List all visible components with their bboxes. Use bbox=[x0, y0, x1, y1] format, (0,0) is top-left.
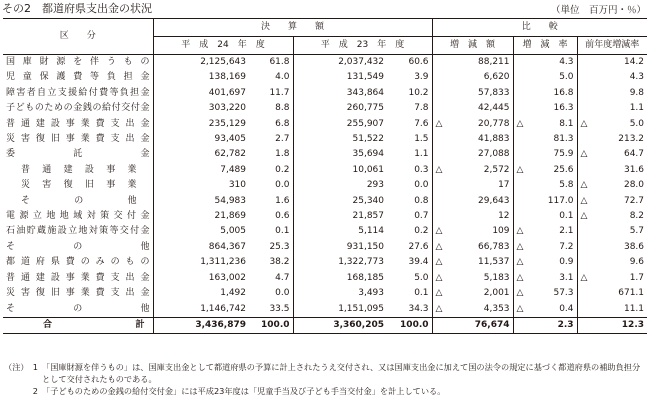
total-p24: 100.0 bbox=[249, 317, 293, 333]
change-rate-value: 8.1 bbox=[559, 118, 574, 129]
value-fy24: 303,220 bbox=[153, 101, 249, 116]
share-fy24: 11.7 bbox=[269, 87, 290, 98]
change-rate bbox=[513, 240, 577, 255]
table-row bbox=[3, 178, 647, 193]
change-amount bbox=[432, 132, 513, 147]
change-rate bbox=[513, 194, 577, 209]
share-fy23: 7.6 bbox=[414, 118, 429, 129]
change-rate bbox=[513, 209, 577, 224]
change-amount-value: 12 bbox=[498, 211, 510, 222]
change-amount bbox=[432, 147, 513, 162]
prev-change-rate bbox=[577, 117, 647, 132]
prev-change-rate-value: 4.3 bbox=[629, 72, 645, 83]
change-rate-value: 0.1 bbox=[559, 211, 574, 222]
change-amount-value: 6,620 bbox=[483, 72, 510, 83]
footnote-key: （注） bbox=[4, 362, 29, 372]
value-fy23: 168,185 bbox=[293, 271, 387, 286]
change-rate bbox=[513, 132, 577, 147]
value-fy23: 1,151,095 bbox=[293, 302, 387, 318]
change-rate-value: 5.0 bbox=[559, 72, 574, 83]
share-fy24: 0.1 bbox=[275, 226, 290, 237]
decrease-mark: △ bbox=[580, 272, 588, 283]
table-row bbox=[3, 194, 647, 209]
table-row bbox=[3, 209, 647, 224]
decrease-mark: △ bbox=[516, 288, 524, 299]
share-fy24: 8.8 bbox=[275, 103, 290, 114]
row-label: 災害復旧事業費支出金 bbox=[6, 288, 150, 299]
prev-change-rate-value: 213.2 bbox=[618, 134, 645, 145]
table-row bbox=[3, 240, 647, 255]
share-fy24: 1.8 bbox=[275, 149, 290, 160]
change-rate-value: 117.0 bbox=[547, 195, 574, 206]
decrease-mark: △ bbox=[435, 241, 443, 252]
table-row bbox=[3, 86, 647, 101]
total-label: 合計 bbox=[3, 317, 153, 333]
value-fy23: 255,907 bbox=[293, 117, 387, 132]
table-row bbox=[3, 224, 647, 239]
change-rate-value: 0.9 bbox=[559, 257, 574, 268]
share-fy24: 4.0 bbox=[275, 72, 290, 83]
header-fy23: 平 成 23 年 度 bbox=[293, 37, 432, 55]
share-fy23: 27.6 bbox=[408, 241, 429, 252]
row-label: 子どものための金銭の給付交付金 bbox=[6, 103, 150, 114]
change-rate-value: 5.8 bbox=[559, 180, 574, 191]
prev-change-rate bbox=[577, 132, 647, 147]
change-rate-value: 0.4 bbox=[559, 303, 574, 314]
footnote-key bbox=[4, 385, 26, 397]
prev-change-rate-value: 31.6 bbox=[623, 164, 645, 175]
change-amount bbox=[432, 194, 513, 209]
change-amount-value: 4,353 bbox=[483, 303, 510, 314]
share-fy24: 4.7 bbox=[275, 272, 290, 283]
share-fy23: 1.5 bbox=[414, 134, 429, 145]
row-label: 災害復旧事業費支出金 bbox=[6, 134, 150, 145]
table-row bbox=[3, 70, 647, 85]
total-row bbox=[3, 317, 647, 333]
value-fy23: 2,037,432 bbox=[293, 55, 387, 71]
value-fy23: 25,340 bbox=[293, 194, 387, 209]
prev-change-rate bbox=[577, 286, 647, 301]
share-fy24: 0.0 bbox=[275, 180, 290, 191]
share-fy24: 61.8 bbox=[269, 57, 290, 67]
unit-label: （単位 百万円・％） bbox=[550, 5, 646, 16]
value-fy24: 1,311,236 bbox=[153, 255, 249, 270]
prev-change-rate-value: 64.7 bbox=[623, 149, 645, 160]
prev-change-rate-value: 72.7 bbox=[623, 195, 645, 206]
total-p23: 100.0 bbox=[387, 317, 432, 333]
header-fy24: 平 成 24 年 度 bbox=[153, 37, 293, 55]
share-fy23: 0.1 bbox=[414, 288, 429, 299]
value-fy23: 260,775 bbox=[293, 101, 387, 116]
share-fy24: 0.6 bbox=[275, 211, 290, 222]
change-amount bbox=[432, 240, 513, 255]
prev-change-rate bbox=[577, 70, 647, 85]
change-amount-value: 5,183 bbox=[483, 272, 510, 283]
prev-change-rate-value: 9.6 bbox=[629, 257, 645, 268]
share-fy23: 10.2 bbox=[408, 87, 429, 98]
value-fy23: 1,322,773 bbox=[293, 255, 387, 270]
change-amount-value: 2,001 bbox=[483, 288, 510, 299]
total-rate: 2.3 bbox=[513, 317, 577, 333]
change-rate-value: 75.9 bbox=[553, 149, 574, 160]
share-fy24: 6.8 bbox=[275, 118, 290, 129]
prev-change-rate-value: 9.8 bbox=[629, 87, 645, 98]
value-fy24: 1,492 bbox=[153, 286, 249, 301]
row-label: その他 bbox=[6, 303, 150, 314]
decrease-mark: △ bbox=[580, 149, 588, 160]
share-fy24: 2.7 bbox=[275, 134, 290, 145]
decrease-mark: △ bbox=[580, 180, 588, 191]
decrease-mark: △ bbox=[435, 164, 443, 175]
share-fy23: 7.8 bbox=[414, 103, 429, 114]
table-row bbox=[3, 117, 647, 132]
prev-change-rate bbox=[577, 178, 647, 193]
change-rate bbox=[513, 271, 577, 286]
row-label: 普通建設事業費支出金 bbox=[6, 118, 150, 129]
header-row-1 bbox=[3, 19, 647, 37]
change-rate-value: 2.1 bbox=[559, 226, 574, 237]
change-rate bbox=[513, 101, 577, 116]
row-label: その他 bbox=[6, 241, 150, 252]
prev-change-rate bbox=[577, 255, 647, 270]
footnotes bbox=[4, 361, 644, 397]
table-row bbox=[3, 101, 647, 116]
share-fy23: 39.4 bbox=[408, 257, 429, 268]
share-fy23: 0.8 bbox=[414, 195, 429, 206]
total-v24: 3,436,879 bbox=[153, 317, 249, 333]
change-rate-value: 4.3 bbox=[559, 57, 574, 67]
value-fy23: 5,114 bbox=[293, 224, 387, 239]
share-fy23: 1.1 bbox=[414, 149, 429, 160]
value-fy23: 931,150 bbox=[293, 240, 387, 255]
row-label: その他 bbox=[21, 195, 137, 206]
change-amount bbox=[432, 286, 513, 301]
change-amount-value: 109 bbox=[492, 226, 510, 237]
change-amount bbox=[432, 302, 513, 318]
decrease-mark: △ bbox=[435, 257, 443, 268]
value-fy23: 10,061 bbox=[293, 163, 387, 178]
prev-change-rate bbox=[577, 163, 647, 178]
change-amount bbox=[432, 163, 513, 178]
value-fy23: 131,549 bbox=[293, 70, 387, 85]
value-fy24: 21,869 bbox=[153, 209, 249, 224]
share-fy23: 34.3 bbox=[408, 303, 429, 314]
value-fy24: 163,002 bbox=[153, 271, 249, 286]
total-prev: 12.3 bbox=[577, 317, 647, 333]
change-rate bbox=[513, 302, 577, 318]
prev-change-rate bbox=[577, 55, 647, 71]
change-amount bbox=[432, 101, 513, 116]
total-v23: 3,360,205 bbox=[293, 317, 387, 333]
value-fy24: 5,005 bbox=[153, 224, 249, 239]
header-prev-rate: 前年度増減率 bbox=[577, 37, 647, 55]
change-amount-value: 2,572 bbox=[483, 164, 510, 175]
value-fy24: 138,169 bbox=[153, 70, 249, 85]
table-row bbox=[3, 55, 647, 71]
row-label: 普通建設事業費支出金 bbox=[6, 272, 150, 283]
change-amount-value: 20,778 bbox=[478, 118, 510, 129]
change-amount bbox=[432, 55, 513, 71]
decrease-mark: △ bbox=[516, 272, 524, 283]
share-fy24: 0.2 bbox=[275, 164, 290, 175]
change-amount bbox=[432, 224, 513, 239]
header-diff: 増 減 額 bbox=[432, 37, 513, 55]
prefectural-disbursement-table bbox=[3, 18, 647, 334]
prev-change-rate bbox=[577, 240, 647, 255]
value-fy23: 21,857 bbox=[293, 209, 387, 224]
value-fy24: 401,697 bbox=[153, 86, 249, 101]
table-row bbox=[3, 163, 647, 178]
change-amount-value: 66,783 bbox=[478, 241, 510, 252]
value-fy24: 62,782 bbox=[153, 147, 249, 162]
prev-change-rate-value: 38.6 bbox=[623, 241, 645, 252]
row-label: 委託金 bbox=[6, 149, 150, 160]
share-fy23: 0.7 bbox=[414, 211, 429, 222]
row-label: 障害者自立支援給付費等負担金 bbox=[6, 87, 150, 98]
prev-change-rate bbox=[577, 101, 647, 116]
prev-change-rate-value: 5.7 bbox=[629, 226, 645, 237]
share-fy23: 0.3 bbox=[414, 164, 429, 175]
decrease-mark: △ bbox=[580, 211, 588, 222]
change-amount-value: 57,833 bbox=[478, 87, 510, 98]
row-label: 災害復旧事業 bbox=[21, 180, 137, 191]
footnote-number: 1 bbox=[32, 362, 38, 372]
prev-change-rate-value: 8.2 bbox=[629, 211, 645, 222]
change-amount bbox=[432, 86, 513, 101]
change-amount bbox=[432, 178, 513, 193]
change-amount-value: 42,445 bbox=[478, 103, 510, 114]
change-rate bbox=[513, 224, 577, 239]
header-comparison: 比 較 bbox=[432, 19, 647, 37]
decrease-mark: △ bbox=[580, 118, 588, 129]
change-rate bbox=[513, 163, 577, 178]
row-label: 児童保護費等負担金 bbox=[6, 72, 150, 83]
change-rate-value: 16.3 bbox=[553, 103, 574, 114]
prev-change-rate bbox=[577, 209, 647, 224]
decrease-mark: △ bbox=[516, 241, 524, 252]
change-rate-value: 57.3 bbox=[553, 288, 574, 299]
row-label: 普通建設事業 bbox=[21, 164, 137, 175]
table-row bbox=[3, 132, 647, 147]
value-fy24: 7,489 bbox=[153, 163, 249, 178]
row-label: 電源立地地域対策交付金 bbox=[6, 211, 150, 222]
share-fy23: 0.2 bbox=[414, 226, 429, 237]
change-rate bbox=[513, 86, 577, 101]
decrease-mark: △ bbox=[435, 303, 443, 314]
change-rate bbox=[513, 286, 577, 301]
row-label: 石油貯蔵施設立地対策等交付金 bbox=[6, 226, 150, 237]
change-amount-value: 29,643 bbox=[478, 195, 510, 206]
prev-change-rate-value: 11.1 bbox=[623, 303, 645, 314]
decrease-mark: △ bbox=[580, 195, 588, 206]
value-fy24: 93,405 bbox=[153, 132, 249, 147]
prev-change-rate-value: 5.0 bbox=[629, 118, 645, 129]
footnote-text: 「国庫財源を伴うもの」は、国庫支出金として都道府県の予算に計上されたうえ交付され、又は国庫支出金に加えて国の法令の規定に基づく都道府県の補助負担分として交付されたものである。 bbox=[42, 362, 641, 384]
prev-change-rate-value: 28.0 bbox=[623, 180, 645, 191]
change-rate-value: 81.3 bbox=[553, 134, 574, 145]
share-fy24: 0.0 bbox=[275, 288, 290, 299]
page-title: その2 都道府県支出金の状況 bbox=[2, 2, 152, 15]
prev-change-rate bbox=[577, 147, 647, 162]
change-rate bbox=[513, 117, 577, 132]
share-fy23: 60.6 bbox=[408, 57, 429, 67]
value-fy24: 54,983 bbox=[153, 194, 249, 209]
table-row bbox=[3, 255, 647, 270]
change-amount-value: 17 bbox=[498, 180, 510, 191]
footnote bbox=[4, 361, 644, 385]
change-amount bbox=[432, 117, 513, 132]
value-fy23: 293 bbox=[293, 178, 387, 193]
value-fy24: 1,146,742 bbox=[153, 302, 249, 318]
share-fy23: 5.0 bbox=[414, 272, 429, 283]
table-row bbox=[3, 271, 647, 286]
prev-change-rate-value: 1.7 bbox=[629, 272, 645, 283]
footnote-number: 2 bbox=[32, 386, 38, 396]
value-fy23: 35,694 bbox=[293, 147, 387, 162]
decrease-mark: △ bbox=[516, 257, 524, 268]
decrease-mark: △ bbox=[435, 118, 443, 129]
change-rate bbox=[513, 55, 577, 71]
change-rate bbox=[513, 178, 577, 193]
share-fy24: 25.3 bbox=[269, 241, 290, 252]
footnote bbox=[4, 385, 644, 397]
value-fy24: 2,125,643 bbox=[153, 55, 249, 71]
header-category: 区 分 bbox=[3, 19, 153, 55]
change-rate bbox=[513, 70, 577, 85]
prev-change-rate bbox=[577, 271, 647, 286]
change-amount-value: 27,088 bbox=[478, 149, 510, 160]
value-fy24: 864,367 bbox=[153, 240, 249, 255]
change-amount bbox=[432, 70, 513, 85]
prev-change-rate bbox=[577, 302, 647, 318]
share-fy24: 33.5 bbox=[269, 303, 290, 314]
share-fy24: 1.6 bbox=[275, 195, 290, 206]
decrease-mark: △ bbox=[516, 303, 524, 314]
table-row bbox=[3, 286, 647, 301]
header-rate: 増 減 率 bbox=[513, 37, 577, 55]
prev-change-rate bbox=[577, 224, 647, 239]
change-amount bbox=[432, 255, 513, 270]
total-diff: 76,674 bbox=[432, 317, 513, 333]
change-rate-value: 16.8 bbox=[553, 87, 574, 98]
prev-change-rate-value: 1.1 bbox=[629, 103, 645, 114]
prev-change-rate bbox=[577, 194, 647, 209]
row-label: 国庫財源を伴うもの bbox=[6, 57, 150, 67]
decrease-mark: △ bbox=[516, 164, 524, 175]
change-rate-value: 7.2 bbox=[559, 241, 574, 252]
change-amount bbox=[432, 209, 513, 224]
decrease-mark: △ bbox=[516, 226, 524, 237]
value-fy23: 3,493 bbox=[293, 286, 387, 301]
share-fy23: 0.0 bbox=[414, 180, 429, 191]
decrease-mark: △ bbox=[435, 272, 443, 283]
share-fy23: 3.9 bbox=[414, 72, 429, 83]
table-row bbox=[3, 147, 647, 162]
prev-change-rate-value: 14.2 bbox=[623, 57, 645, 67]
header-settlement: 決 算 額 bbox=[153, 19, 432, 37]
prev-change-rate-value: 671.1 bbox=[618, 288, 645, 299]
value-fy24: 235,129 bbox=[153, 117, 249, 132]
change-rate-value: 3.1 bbox=[559, 272, 574, 283]
change-amount bbox=[432, 271, 513, 286]
footnote-text: 「子どものための金銭の給付交付金」には平成23年度は「児童手当及び子ども手当交付金」を計上している。 bbox=[42, 386, 446, 396]
decrease-mark: △ bbox=[435, 288, 443, 299]
row-label: 都道府県費のみのもの bbox=[6, 257, 150, 268]
change-amount-value: 41,883 bbox=[478, 134, 510, 145]
decrease-mark: △ bbox=[435, 226, 443, 237]
value-fy24: 310 bbox=[153, 178, 249, 193]
decrease-mark: △ bbox=[516, 118, 524, 129]
share-fy24: 38.2 bbox=[269, 257, 290, 268]
table-row bbox=[3, 302, 647, 318]
change-amount-value: 88,211 bbox=[478, 57, 510, 67]
change-rate bbox=[513, 147, 577, 162]
value-fy23: 343,864 bbox=[293, 86, 387, 101]
prev-change-rate bbox=[577, 86, 647, 101]
value-fy23: 51,522 bbox=[293, 132, 387, 147]
change-amount-value: 11,537 bbox=[478, 257, 510, 268]
change-rate-value: 25.6 bbox=[553, 164, 574, 175]
change-rate bbox=[513, 255, 577, 270]
